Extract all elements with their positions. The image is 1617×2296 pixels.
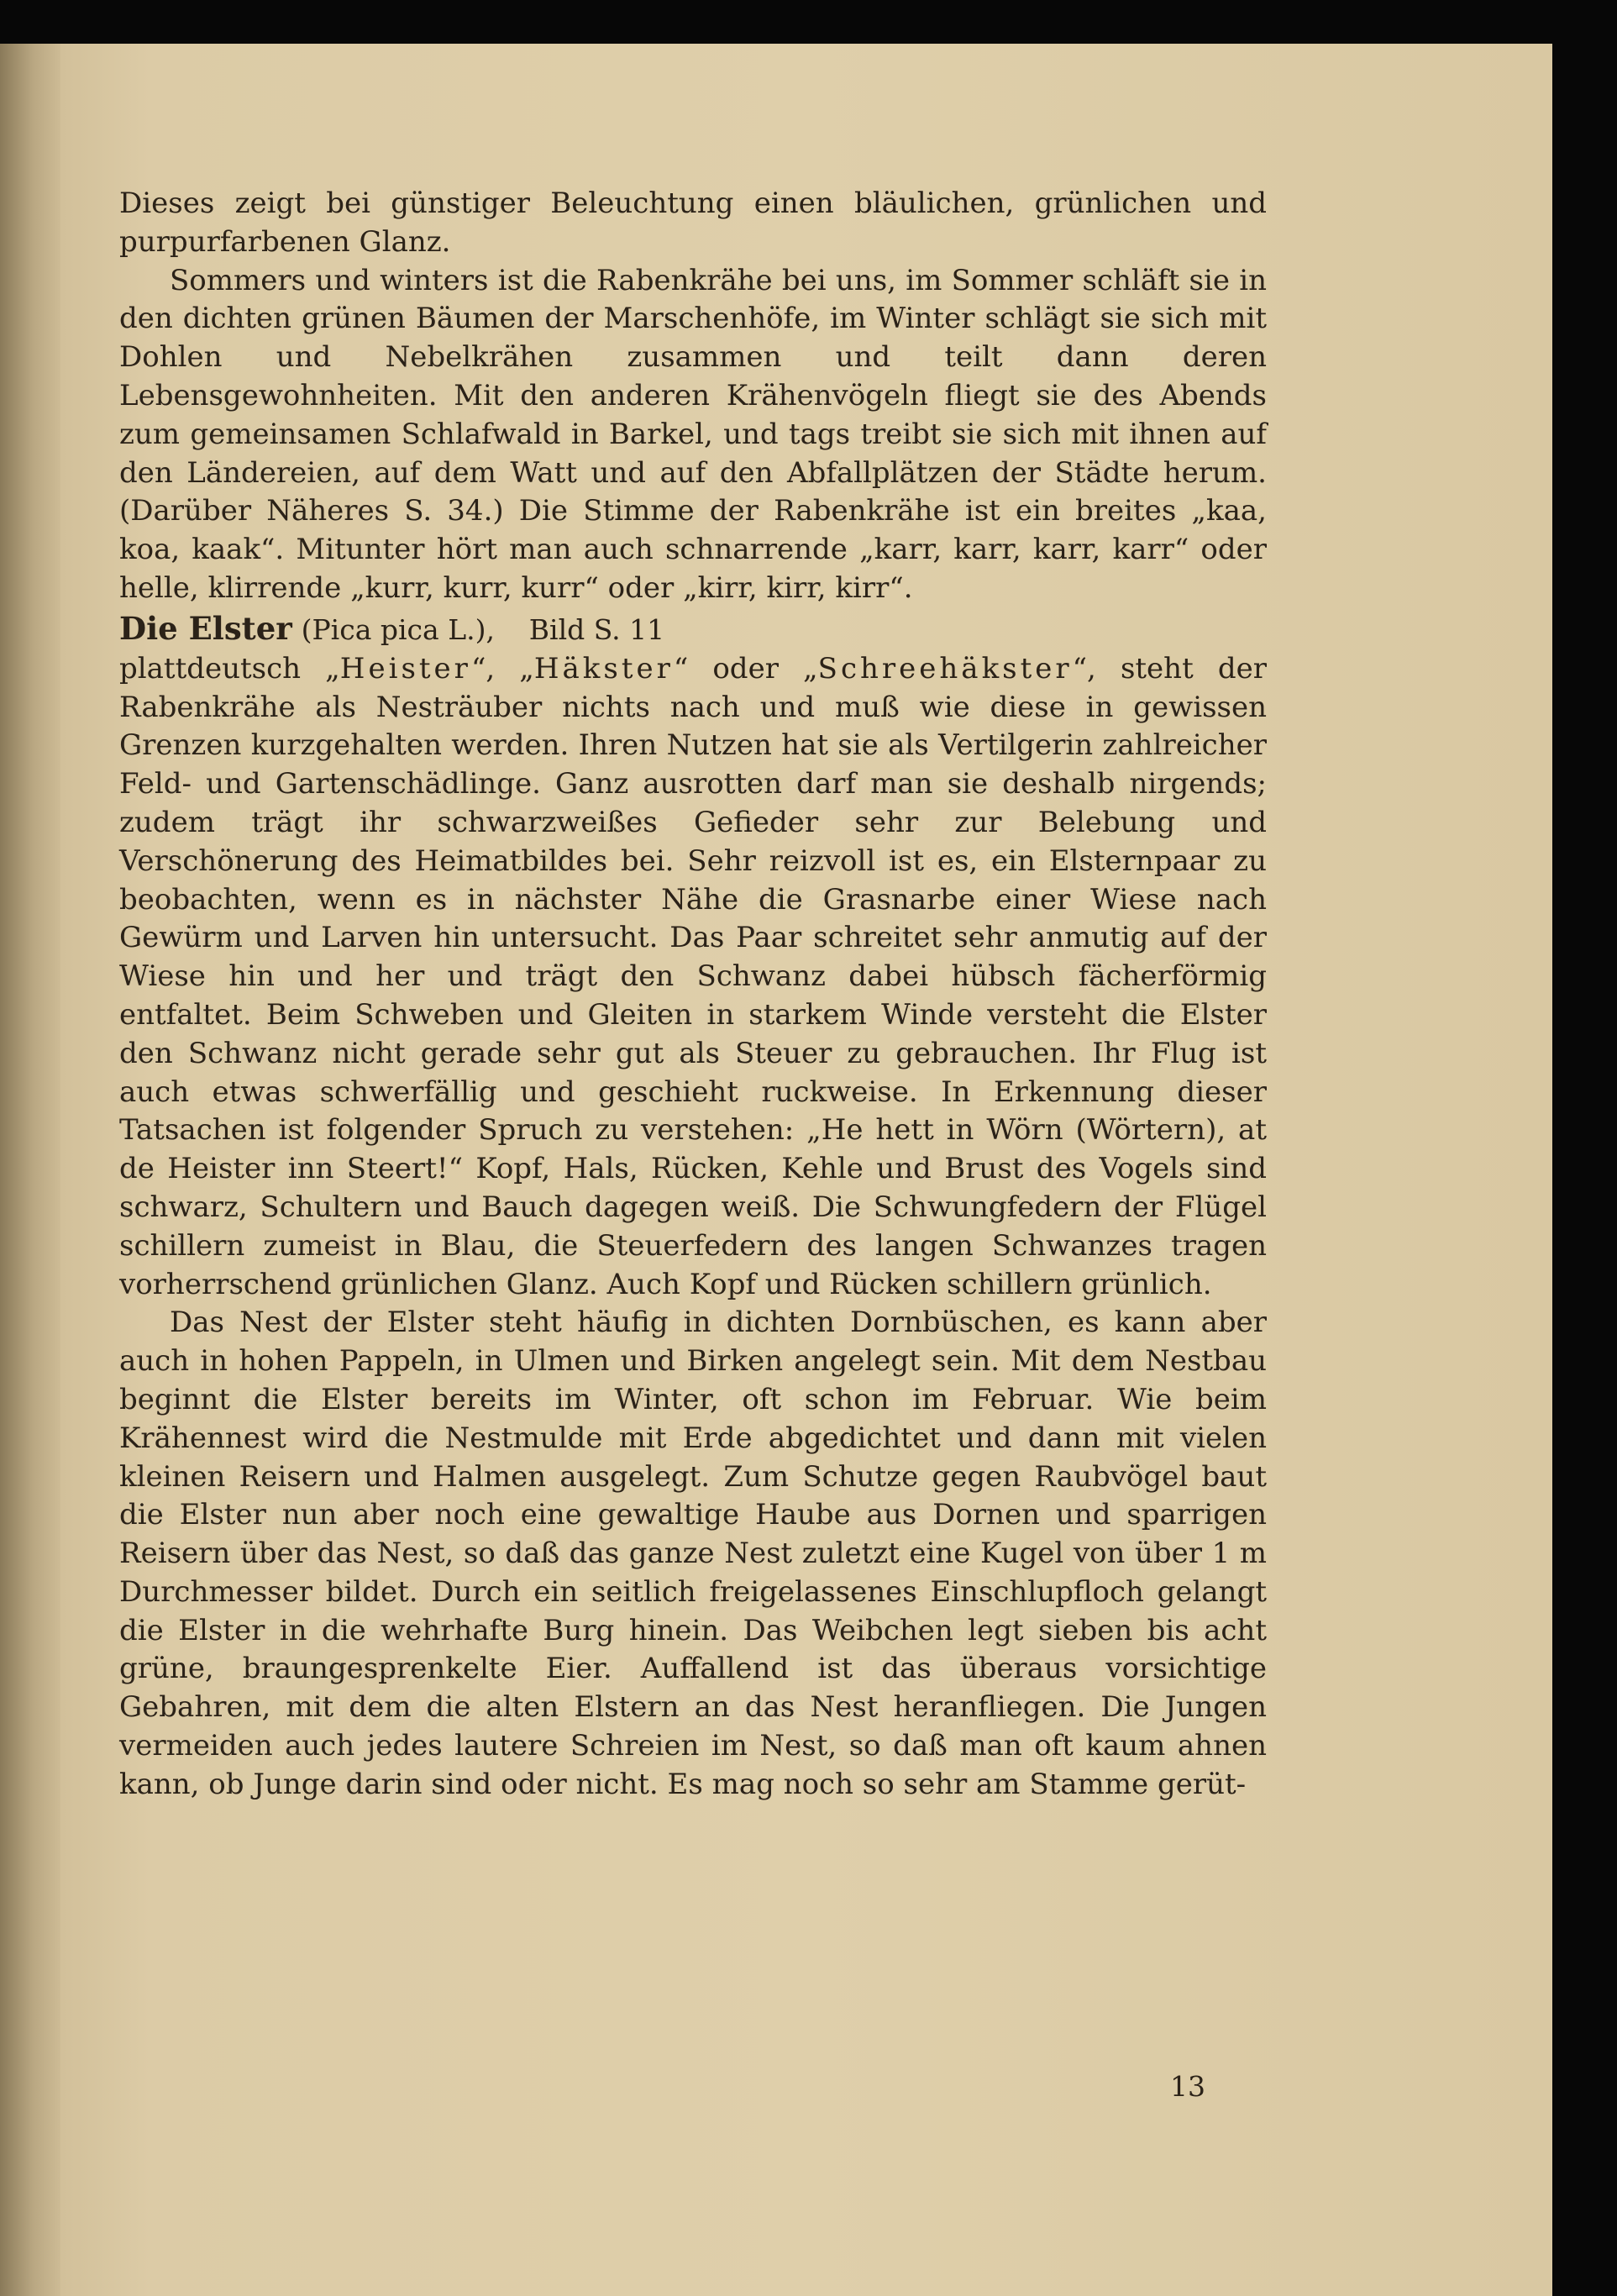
- separator: “ oder „: [673, 651, 818, 686]
- page-text: [119, 185, 1267, 1805]
- dialect-name-heister: Heister: [339, 651, 471, 686]
- book-page: [60, 44, 1552, 2296]
- book-spine: [0, 44, 60, 2296]
- scan-border-top: [0, 0, 1617, 44]
- intro-prefix: plattdeutsch „: [119, 651, 340, 686]
- separator: “, „: [470, 651, 534, 686]
- paragraph-elster: [119, 650, 1267, 1305]
- page-number: 13: [1170, 2070, 1205, 2103]
- section-heading: [119, 608, 1267, 650]
- paragraph-nest: Das Nest der Elster steht häufig in dichten Dornbüschen, es kann aber auch in hohen Pappeln, in Ulmen und Birken angelegt sein. Mit dem Nestbau beginnt die Elster bereits im Winter, oft schon im Februar. Wie beim Krähennest wird die Nestmulde mit Erde abgedichtet und dann mit vielen kleinen Reisern und Halmen ausgelegt. Zum Schutze gegen Raubvögel baut die Elster nun aber noch eine gewaltige Haube aus Dornen und sparrigen Reisern über das Nest, so daß das ganze Nest zuletzt eine Kugel von über 1 m Durchmesser bildet. Durch ein seitlich freigelassenes Einschlupfloch gelangt die Elster in die wehrhafte Burg hinein. Das Weibchen legt sieben bis acht grüne, braungesprenkelte Eier. Auffallend ist das überaus vorsichtige Gebahren, mit dem die alten Elstern an das Nest heranfliegen. Die Jungen vermeiden auch jedes lautere Schreien im Nest, so daß man oft kaum ahnen kann, ob Junge darin sind oder nicht. Es mag noch so sehr am Stamme gerüt-: [119, 1306, 1267, 1801]
- heading-title: Die Elster: [119, 609, 292, 647]
- scan-border-right: [1552, 0, 1617, 2296]
- dialect-name-haekster: Häkster: [533, 651, 674, 686]
- heading-latin: (Pica pica L.),: [301, 612, 495, 646]
- paragraph-elster-body: “, steht der Rabenkrähe als Nesträuber nichts nach und muß wie diese in gewissen Grenzen kurzgehalten werden. Ihren Nutzen hat sie als Vertilgerin zahlreicher Feld- und Gartenschädlinge. Ganz ausrotten darf man sie deshalb nirgends; zudem trägt ihr schwarzweißes Gefieder sehr zur Belebung und Verschönerung des Heimatbildes bei. Sehr reizvoll ist es, ein Elsternpaar zu beobachten, wenn es in nächster Nähe die Grasnarbe einer Wiese nach Gewürm und Larven hin untersucht. Das Paar schreitet sehr anmutig auf der Wiese hin und her und trägt den Schwanz dabei hübsch fächerförmig entfaltet. Beim Schweben und Gleiten in starkem Winde versteht die Elster den Schwanz nicht gerade sehr gut als Steuer zu gebrauchen. Ihr Flug ist auch etwas schwerfällig und geschieht ruckweise. In Erkennung dieser Tatsachen ist folgender Spruch zu verstehen: „He hett in Wörn (Wörtern), at de Heister inn Steert!“ Kopf, Hals, Rücken, Kehle und Brust des Vogels sind schwarz, Schultern und Bauch dagegen weiß. Die Schwungfedern der Flügel schillern zumeist in Blau, die Steuerfedern des langen Schwanzes tragen vorherrschend grünlichen Glanz. Auch Kopf und Rücken schillern grünlich.: [119, 651, 1267, 1301]
- paragraph-rabenkraehe: Sommers und winters ist die Rabenkrähe bei uns, im Sommer schläft sie in den dichten grünen Bäumen der Marschenhöfe, im Winter schlägt sie sich mit Dohlen und Nebelkrähen zusammen und teilt dann deren Lebensgewohnheiten. Mit den anderen Krähenvögeln fliegt sie des Abends zum gemeinsamen Schlafwald in Barkel, und tags treibt sie sich mit ihnen auf den Ländereien, auf dem Watt und auf den Abfallplätzen der Städte herum. (Darüber Näheres S. 34.) Die Stimme der Rabenkrähe ist ein breites „kaa, koa, kaak“. Mitunter hört man auch schnarrende „karr, karr, karr, karr“ oder helle, klirrende „kurr, kurr, kurr“ oder „kirr, kirr, kirr“.: [119, 263, 1267, 605]
- heading-figure-ref: Bild S. 11: [528, 612, 665, 646]
- dialect-name-schreehaekster: Schreehäkster: [817, 651, 1073, 686]
- paragraph-glanz: Dieses zeigt bei günstiger Beleuchtung einen bläulichen, grünlichen und purpurfarbenen Glanz.: [119, 187, 1267, 259]
